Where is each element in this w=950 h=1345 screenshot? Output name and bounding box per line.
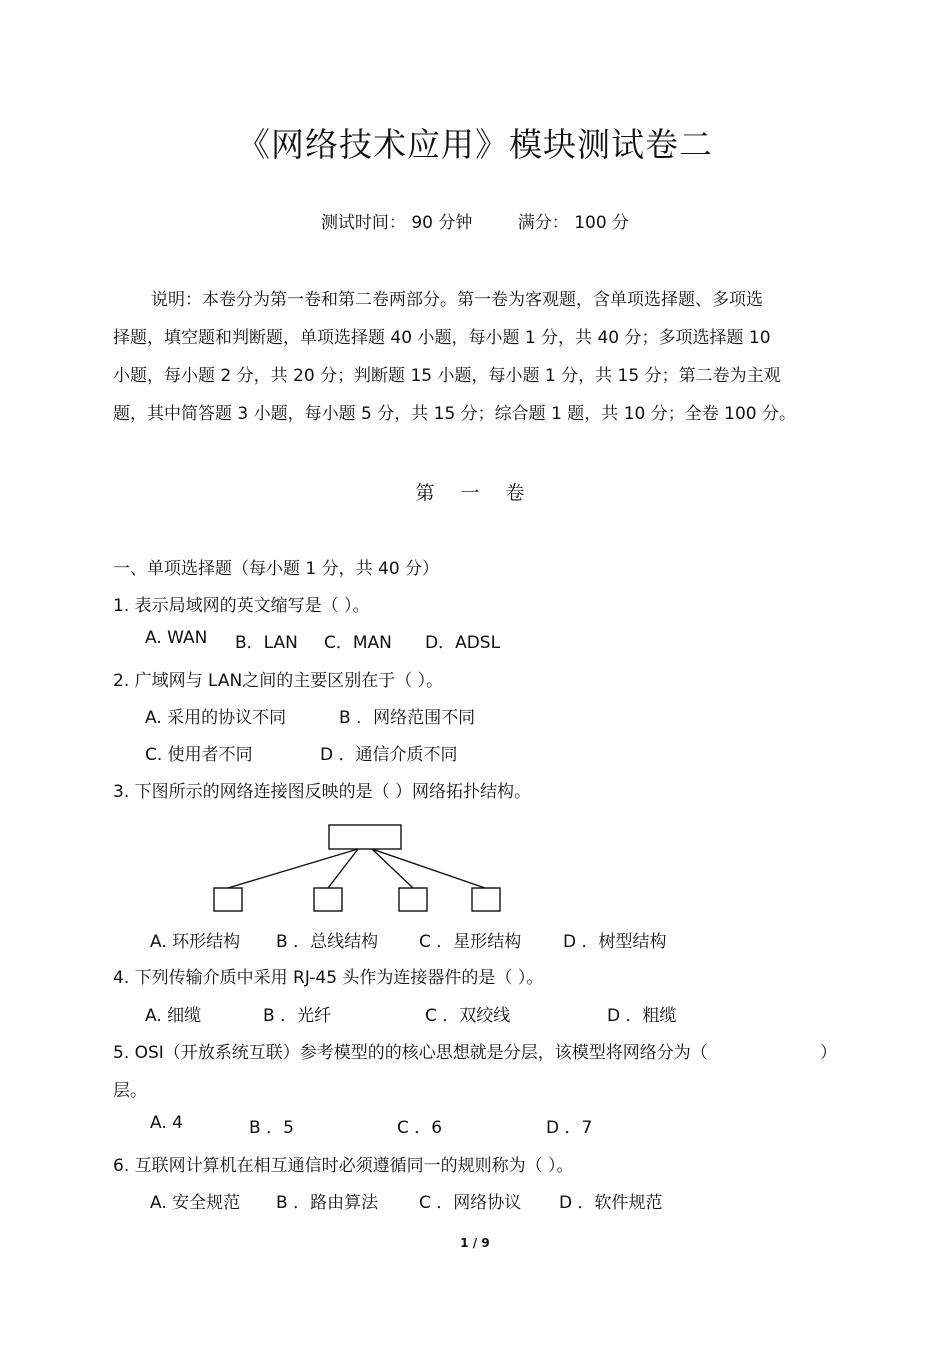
page-number: 1 / 9: [460, 1236, 490, 1250]
section-heading: 一、单项选择题（每小题 1 分，共 40 分）: [113, 559, 440, 579]
leaf-node-box: [314, 888, 342, 911]
q3-option-c: C ．星形结构: [419, 932, 522, 952]
q4-option-c: C ．双绞线: [425, 1006, 511, 1026]
link-line: [328, 849, 358, 888]
note-line-4: 题，其中简答题 3 小题，每小题 5 分，共 15 分；综合题 1 题，共 10 分；全卷 100 分。: [113, 404, 797, 424]
q1-option-a: A. WAN: [145, 628, 208, 648]
q6-option-a: A. 安全规范: [150, 1193, 241, 1213]
q2-option-d: D ．通信介质不同: [320, 745, 458, 765]
note-line-2: 择题，填空题和判断题，单项选择题 40 小题，每小题 1 分，共 40 分；多项选择题 10: [113, 328, 771, 348]
q1-option-d: D．ADSL: [425, 633, 501, 653]
q5-option-a: A. 4: [150, 1113, 183, 1133]
q5-option-c: C ．6: [397, 1118, 443, 1138]
q3-option-a: A. 环形结构: [150, 932, 241, 952]
link-line: [228, 849, 358, 888]
note-line-1: 说明：本卷分为第一卷和第二卷两部分。第一卷为客观题，含单项选择题、多项选: [151, 290, 763, 310]
q6-option-d: D ．软件规范: [559, 1193, 663, 1213]
question-1-stem: 1. 表示局域网的英文缩写是（ ）。: [113, 596, 370, 616]
q2-option-a: A. 采用的协议不同: [145, 708, 287, 728]
leaf-node-box: [472, 888, 500, 911]
q1-option-c: C．MAN: [324, 633, 392, 653]
q2-option-b: B ．网络范围不同: [339, 708, 476, 728]
leaf-node-box: [214, 888, 242, 911]
q6-option-b: B ．路由算法: [276, 1193, 379, 1213]
test-time: 测试时间： 90 分钟: [320, 213, 473, 233]
tree-topology-diagram: [200, 820, 510, 915]
volume-heading: 第 一 卷: [415, 482, 535, 504]
q2-option-c: C. 使用者不同: [145, 745, 253, 765]
question-5-stem-end: ）: [820, 1043, 837, 1063]
leaf-node-box: [399, 888, 427, 911]
q1-option-b: B．LAN: [235, 633, 298, 653]
question-5-stem: 5. OSI（开放系统互联）参考模型的的核心思想就是分层，该模型将网络分为（: [113, 1043, 708, 1063]
q4-option-b: B ．光纤: [263, 1006, 332, 1026]
link-line: [372, 849, 485, 888]
question-6-stem: 6. 互联网计算机在相互通信时必须遵循同一的规则称为（ ）。: [113, 1156, 574, 1176]
q3-option-d: D ．树型结构: [563, 932, 667, 952]
q3-option-b: B ．总线结构: [276, 932, 379, 952]
q5-option-b: B ．5: [249, 1118, 294, 1138]
full-score: 满分： 100 分: [517, 213, 630, 233]
document-title: 《网络技术应用》模块测试卷二: [237, 125, 713, 164]
note-line-3: 小题，每小题 2 分，共 20 分；判断题 15 小题，每小题 1 分，共 15 分；第二卷为主观: [113, 366, 781, 386]
question-4-stem: 4. 下列传输介质中采用 RJ-45 头作为连接器件的是（ ）。: [113, 968, 544, 988]
link-line: [372, 849, 413, 888]
test-meta: [0, 208, 950, 233]
question-5-stem-continued: 层。: [113, 1081, 147, 1101]
q4-option-a: A. 细缆: [145, 1006, 202, 1026]
question-3-stem: 3. 下图所示的网络连接图反映的是（ ）网络拓扑结构。: [113, 782, 532, 802]
q4-option-d: D ．粗缆: [607, 1006, 677, 1026]
question-2-stem: 2. 广域网与 LAN之间的主要区别在于（ ）。: [113, 671, 444, 691]
root-node-box: [329, 825, 401, 849]
q5-option-d: D ．7: [546, 1118, 593, 1138]
q6-option-c: C ．网络协议: [419, 1193, 522, 1213]
